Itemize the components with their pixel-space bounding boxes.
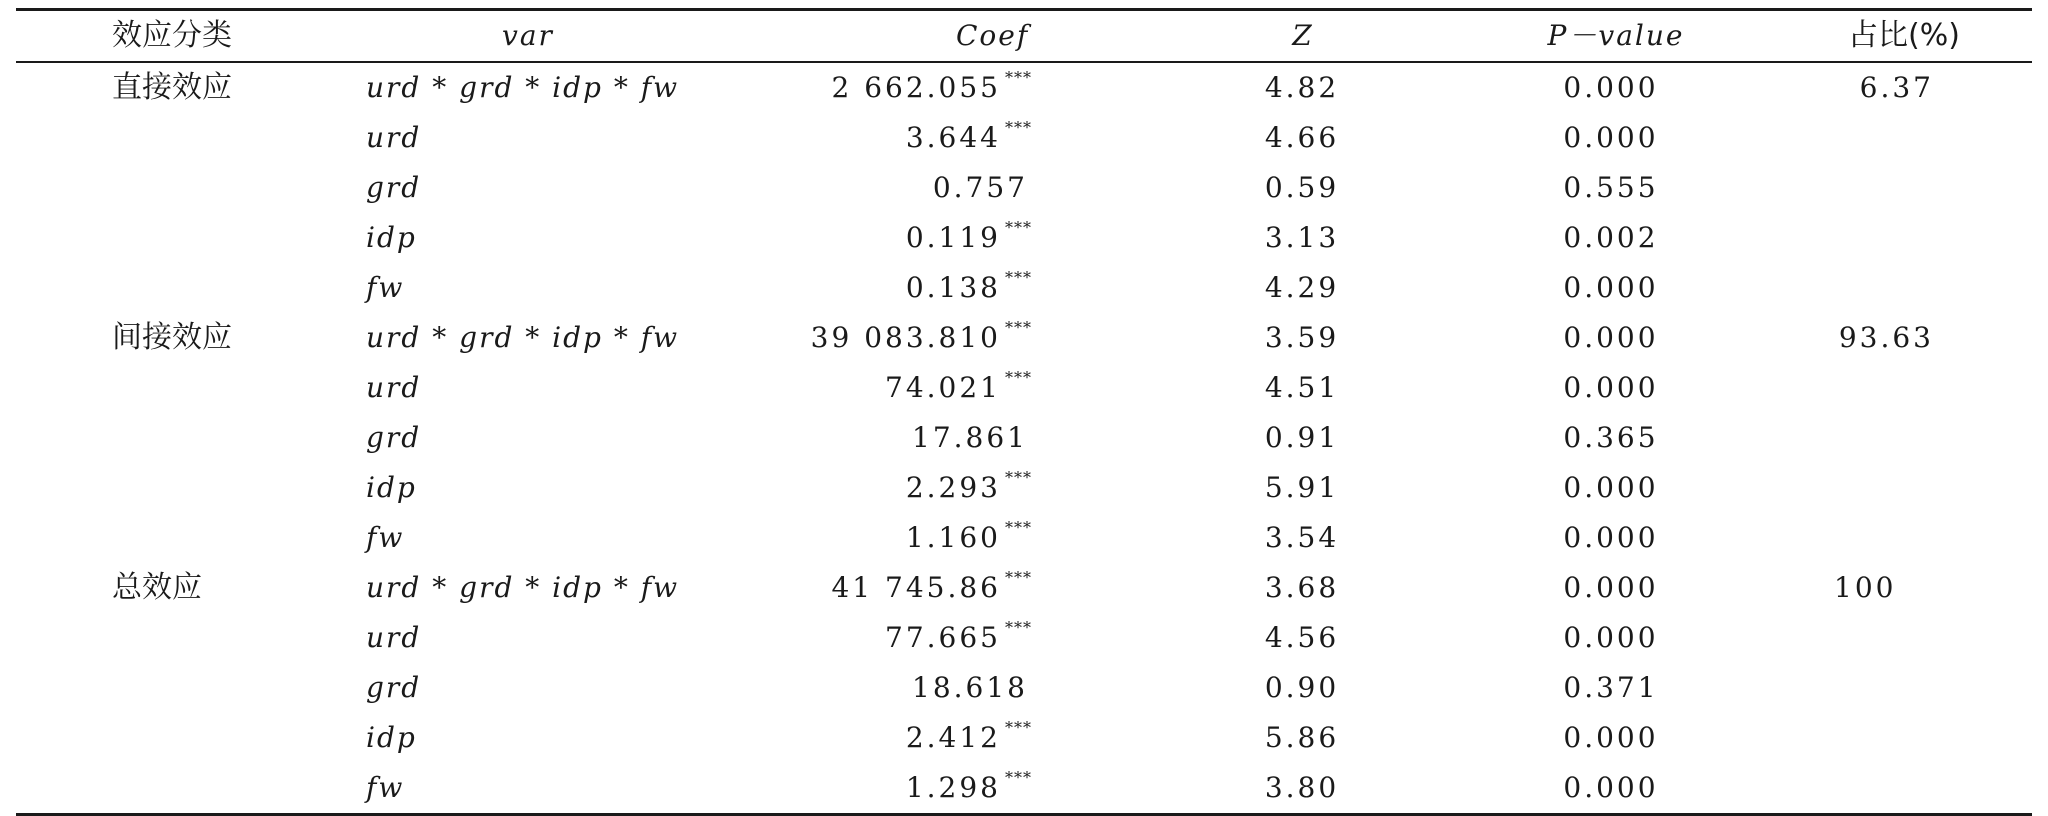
coef-cell [885,613,1032,663]
table-row [16,363,2032,413]
p-value: 0.365 [1563,421,1659,454]
coef-value: 2 662.055 [831,71,1001,104]
table-row [16,563,2032,613]
p-value: 0.000 [1563,571,1659,604]
coef-cell [912,663,1032,713]
coef-cell [933,163,1032,213]
variable-name: urd * grd * idp * fw [366,71,680,104]
significance-stars: *** [1005,68,1032,87]
coef-value: 0.119 [905,221,1001,254]
table-row [16,163,2032,213]
variable-name: urd [366,621,422,654]
header-z: Z [1292,19,1312,52]
coef-value: 77.665 [885,621,1001,654]
significance-stars: *** [1005,118,1032,137]
coef-value: 2.293 [905,471,1001,504]
p-value: 0.002 [1563,221,1659,254]
variable-name: idp [366,221,417,254]
variable-name: grd [366,171,422,204]
significance-stars: *** [1005,718,1032,737]
p-value: 0.000 [1563,371,1659,404]
variable-name: fw [366,521,405,554]
effect-category: 总效应 [112,570,202,605]
effects-table [16,8,2032,816]
share-percent: 6.37 [1859,71,1934,104]
effect-category: 间接效应 [112,320,232,355]
coef-cell [906,513,1032,563]
variable-name: urd * grd * idp * fw [366,321,680,354]
z-value: 4.56 [1264,621,1340,654]
header-category: 效应分类 [112,18,232,53]
coef-cell [906,263,1032,313]
p-value: 0.000 [1563,521,1659,554]
coef-cell [912,413,1032,463]
effect-category: 直接效应 [112,70,232,105]
variable-name: grd [366,671,422,704]
z-value: 4.82 [1264,71,1340,104]
table-row [16,713,2032,763]
variable-name: fw [366,271,405,304]
coef-cell [906,463,1032,513]
share-percent: 100 [1834,571,1897,604]
coef-cell [906,213,1032,263]
table-row [16,63,2032,113]
table-row [16,763,2032,813]
table-row [16,263,2032,313]
coef-cell [811,313,1032,363]
p-value: 0.000 [1563,121,1659,154]
coef-value: 3.644 [905,121,1001,154]
table-row [16,213,2032,263]
table-row [16,663,2032,713]
coef-cell [906,113,1032,163]
significance-stars: *** [1005,218,1032,237]
significance-stars: *** [1005,368,1032,387]
p-value: 0.555 [1563,171,1659,204]
header-p-value: P－value [1547,19,1685,52]
p-value: 0.000 [1563,471,1659,504]
coef-value: 17.861 [912,421,1028,454]
p-value: 0.000 [1563,321,1659,354]
table-row [16,463,2032,513]
coef-value: 1.298 [905,771,1001,804]
coef-value: 0.138 [905,271,1001,304]
significance-stars: *** [1005,518,1032,537]
table-header-row [16,11,2032,61]
z-value: 5.91 [1264,471,1340,504]
table-row [16,613,2032,663]
p-value: 0.000 [1563,271,1659,304]
variable-name: urd [366,121,422,154]
coef-value: 39 083.810 [810,321,1001,354]
significance-stars: *** [1005,618,1032,637]
z-value: 0.90 [1264,671,1340,704]
header-var: var [502,19,554,52]
variable-name: grd [366,421,422,454]
z-value: 3.54 [1264,521,1340,554]
z-value: 4.29 [1264,271,1340,304]
coef-cell [831,63,1032,113]
coef-value: 0.757 [932,171,1028,204]
significance-stars: *** [1005,268,1032,287]
p-value: 0.371 [1563,671,1659,704]
z-value: 3.59 [1264,321,1340,354]
table-body [16,63,2032,813]
variable-name: fw [366,771,405,804]
variable-name: idp [366,721,417,754]
coef-cell [906,763,1032,813]
z-value: 3.80 [1264,771,1340,804]
significance-stars: *** [1005,318,1032,337]
significance-stars: *** [1005,568,1032,587]
p-value: 0.000 [1563,721,1659,754]
p-value: 0.000 [1563,771,1659,804]
coef-cell [885,363,1032,413]
table-row [16,113,2032,163]
coef-cell [906,713,1032,763]
variable-name: urd * grd * idp * fw [366,571,680,604]
variable-name: urd [366,371,422,404]
z-value: 4.66 [1264,121,1340,154]
significance-stars: *** [1005,768,1032,787]
header-share: 占比(%) [1848,18,1960,53]
z-value: 5.86 [1264,721,1340,754]
z-value: 0.59 [1264,171,1340,204]
table-row [16,313,2032,363]
z-value: 3.68 [1264,571,1340,604]
variable-name: idp [366,471,417,504]
z-value: 4.51 [1264,371,1340,404]
coef-value: 41 745.86 [831,571,1001,604]
table-row [16,413,2032,463]
z-value: 0.91 [1264,421,1340,454]
coef-value: 1.160 [905,521,1001,554]
coef-value: 74.021 [885,371,1001,404]
coef-value: 18.618 [912,671,1028,704]
header-coef: Coef [956,19,1030,52]
z-value: 3.13 [1264,221,1340,254]
p-value: 0.000 [1563,71,1659,104]
table-row [16,513,2032,563]
coef-value: 2.412 [905,721,1001,754]
coef-cell [831,563,1032,613]
share-percent: 93.63 [1838,321,1934,354]
p-value: 0.000 [1563,621,1659,654]
significance-stars: *** [1005,468,1032,487]
